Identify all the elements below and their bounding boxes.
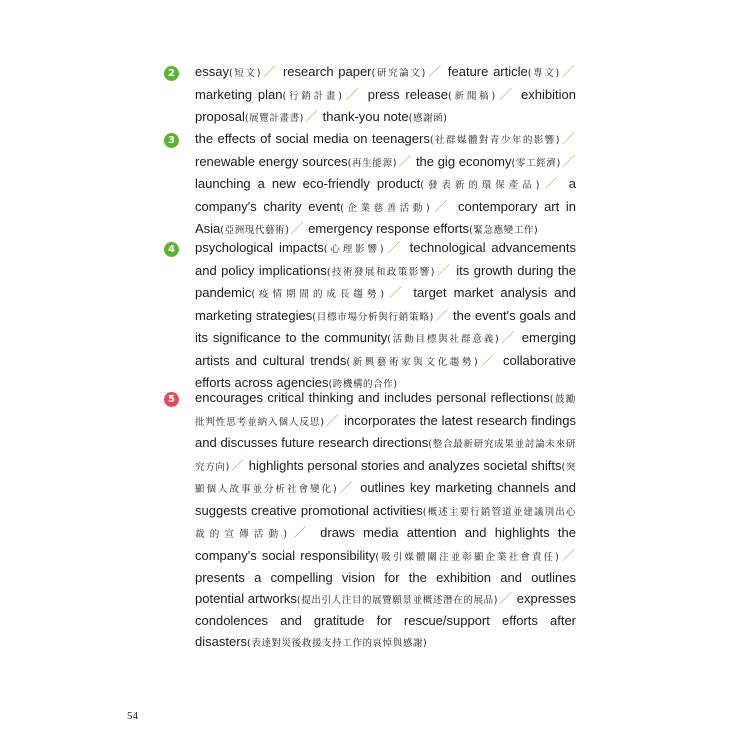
slash-separator: ／	[561, 132, 575, 147]
phrase-english: renewable energy sources	[195, 153, 348, 169]
phrase-chinese-gloss: (研究論文)	[371, 68, 426, 79]
slash-separator: ／	[230, 458, 245, 474]
phrase-english: emergency response efforts	[308, 221, 470, 236]
answer-text	[195, 388, 576, 654]
phrase-english: the effects of social media on teenagers	[195, 131, 430, 146]
phrase-english: expresses condolences and gratitude for rescue/support efforts after disasters	[195, 590, 576, 649]
phrase-english: contemporary art in Asia	[195, 198, 576, 236]
slash-separator: ／	[561, 154, 576, 170]
phrase-chinese-gloss: (整合最新研究成果並討論未來研究方向)	[195, 439, 576, 473]
phrase-english: psychological impacts	[195, 240, 324, 255]
slash-separator: ／	[290, 222, 304, 237]
phrase-chinese-gloss: (跨機構的合作)	[328, 379, 398, 390]
phrase-english: the gig economy	[415, 153, 512, 169]
number-badge: 5	[164, 392, 179, 407]
slash-separator: ／	[434, 308, 449, 324]
phrase-chinese-gloss: (展覽計畫書)	[244, 113, 304, 124]
number-badge: 2	[164, 66, 179, 81]
number-badge: 3	[164, 133, 179, 148]
slash-separator: ／	[436, 263, 451, 279]
answer-text	[195, 238, 576, 396]
phrase-english: press release	[367, 86, 449, 102]
phrase-english: thank-you note	[322, 109, 409, 124]
slash-separator: ／	[305, 110, 319, 125]
phrase-english: launching a new eco-friendly product	[195, 176, 421, 191]
phrase-chinese-gloss: (亞洲現代藝術)	[220, 225, 290, 236]
phrase-english: encourages critical thinking and includes personal reflections	[195, 390, 550, 405]
phrase-chinese-gloss: (緊急應變工作)	[469, 225, 539, 236]
phrase-english: incorporates the latest research findings and discusses future research directions	[195, 412, 576, 450]
slash-separator: ／	[479, 353, 497, 369]
slash-separator: ／	[343, 87, 361, 103]
phrase-english: presents a compelling vision for the exhibition and outlines potential artworks	[195, 570, 576, 606]
slash-separator: ／	[431, 199, 451, 215]
phrase-chinese-gloss: (目標市場分析與行銷策略)	[312, 311, 434, 323]
phrase-english: target market analysis and marketing strategies	[195, 285, 576, 323]
slash-separator: ／	[560, 65, 575, 80]
phrase-chinese-gloss: (新興藝術家與文化趨勢)	[346, 356, 479, 368]
phrase-english: exhibition proposal	[195, 86, 576, 124]
phrase-english: its growth during the pandemic	[195, 262, 576, 300]
phrase-chinese-gloss: (概述主要行銷管道並建議別出心裁的宣傳活動)	[195, 506, 576, 540]
phrase-english: research paper	[282, 64, 372, 79]
phrase-chinese-gloss: (疫情期間的成長趨勢)	[251, 289, 385, 300]
phrase-chinese-gloss: (專文)	[527, 68, 560, 79]
phrase-chinese-gloss: (技術發展和政策影響)	[326, 266, 436, 278]
phrase-chinese-gloss: (吸引媒體關注並彰顯企業社會責任)	[375, 551, 560, 563]
phrase-english: collaborative efforts across agencies	[195, 352, 576, 390]
slash-separator: ／	[385, 286, 406, 301]
slash-separator: ／	[500, 331, 516, 346]
slash-separator: ／	[325, 413, 340, 429]
answer-text	[195, 129, 576, 242]
slash-separator: ／	[338, 481, 355, 496]
phrase-english: draws media attention and highlights the company's social responsibility	[195, 525, 576, 563]
slash-separator: ／	[541, 177, 561, 192]
phrase-chinese-gloss: (表達對災後救援支持工作的哀悼與感謝)	[247, 637, 428, 649]
phrase-chinese-gloss: (零工經濟)	[511, 157, 561, 169]
phrase-english: feature article	[447, 64, 528, 79]
slash-separator: ／	[398, 154, 412, 170]
phrase-chinese-gloss: (再生能源)	[347, 157, 398, 169]
phrase-english: a company's charity event	[195, 176, 576, 214]
answer-text	[195, 62, 576, 130]
phrase-chinese-gloss: (提出引人注目的展覽願景並概述潛在的展品)	[296, 594, 499, 606]
phrase-english: marketing plan	[195, 86, 283, 102]
phrase-english: technological advancements and policy implications	[195, 240, 576, 278]
phrase-chinese-gloss: (感謝函)	[408, 113, 448, 124]
slash-separator: ／	[288, 526, 311, 541]
slash-separator: ／	[499, 591, 513, 607]
phrase-english: highlights personal stories and analyzes societal shifts	[248, 457, 562, 473]
slash-separator: ／	[385, 241, 403, 256]
number-badge: 4	[164, 242, 179, 257]
phrase-english: outlines key marketing channels and suggests creative promotional activities	[195, 480, 576, 518]
slash-separator: ／	[262, 65, 278, 80]
slash-separator: ／	[560, 548, 575, 564]
phrase-chinese-gloss: (行銷計畫)	[282, 90, 343, 102]
phrase-chinese-gloss: (發表新的環保產品)	[420, 180, 540, 191]
phrase-english: emerging artists and cultural trends	[195, 330, 576, 368]
phrase-chinese-gloss: (社群媒體對青少年的影響)	[429, 135, 561, 146]
page-number: 54	[127, 710, 138, 722]
phrase-chinese-gloss: (活動目標與社群意義)	[387, 334, 500, 345]
phrase-chinese-gloss: (短文)	[228, 68, 262, 79]
phrase-english: essay	[195, 64, 229, 79]
phrase-chinese-gloss: (心理影響)	[323, 244, 385, 255]
slash-separator: ／	[496, 87, 515, 103]
phrase-chinese-gloss: (新聞稿)	[448, 90, 496, 102]
phrase-chinese-gloss: (鼓勵批判性思考並納入個人反思)	[195, 394, 576, 428]
phrase-english: the event's goals and its significance to the community	[195, 307, 576, 345]
phrase-chinese-gloss: (突顯個人故事並分析社會變化)	[195, 461, 576, 495]
slash-separator: ／	[426, 65, 443, 80]
phrase-chinese-gloss: (企業慈善活動)	[340, 202, 431, 214]
